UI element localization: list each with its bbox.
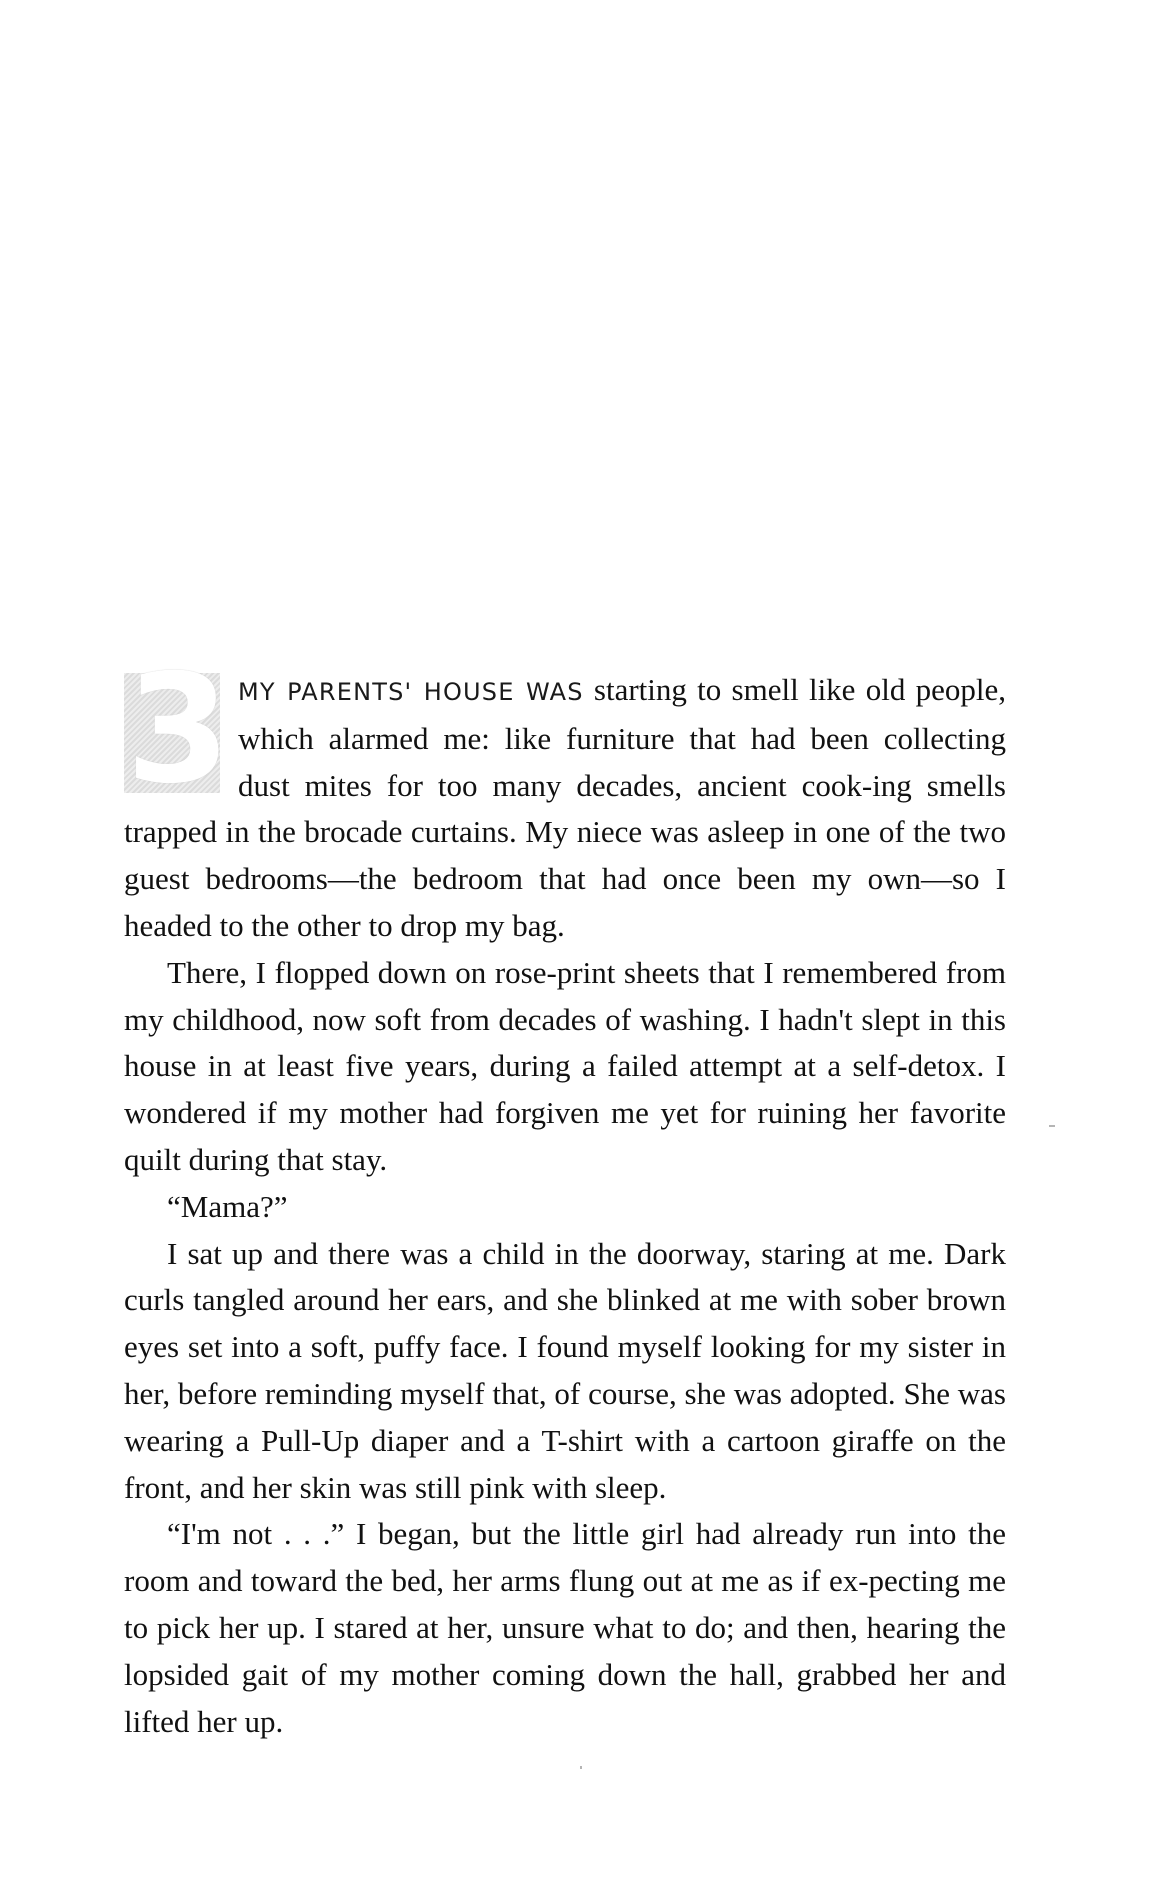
- scan-speck: [1049, 1125, 1055, 1127]
- paragraph: I sat up and there was a child in the doorway, staring at me. Dark curls tangled around her ears, and she blinked at me with sober brown eyes set into a soft, puffy face. I found myself looking for my sister in her, before reminding myself that, of course, she was adopted. She was wearing a Pull-Up diaper and a T-shirt with a cartoon giraffe on the front, and her skin was still pink with sleep.: [124, 1235, 1006, 1505]
- chapter-number-ornament: [124, 643, 227, 817]
- paragraph: “Mama?”: [167, 1188, 288, 1224]
- opening-paragraph: [124, 667, 1006, 950]
- paragraph: “I'm not . . .” I began, but the little girl had already run into the room and toward the bed, her arms flung out at me as if ex-pecting me to pick her up. I stared at her, unsure what to do; and then, hearing the lopsided gait of my mother coming down the hall, grabbed her and lifted her up.: [124, 1516, 1006, 1739]
- small-caps-lead-in: MY PARENTS' HOUSE WAS: [238, 678, 584, 706]
- chapter-body: [124, 667, 1006, 1745]
- scan-speck: [580, 1766, 582, 1769]
- paragraph: There, I flopped down on rose-print sheets that I remembered from my childhood, now soft from decades of washing. I hadn't slept in this house in at least five years, during a failed attempt at a self-detox. I wondered if my mother had forgiven me yet for ruining her favorite quilt during that stay.: [124, 954, 1006, 1177]
- chapter-opening: [124, 643, 1006, 1745]
- chapter-number: 3: [126, 643, 227, 817]
- opening-paragraph-text: starting to smell like old people, which alarmed me: like furniture that had been collecting dust mites for too many decades, ancient cook-ing smells trapped in the brocade curtains. My niece was asleep in one of the two guest bedrooms—the bedroom that had once been my own—so I headed to the other to drop my bag.: [124, 672, 1006, 943]
